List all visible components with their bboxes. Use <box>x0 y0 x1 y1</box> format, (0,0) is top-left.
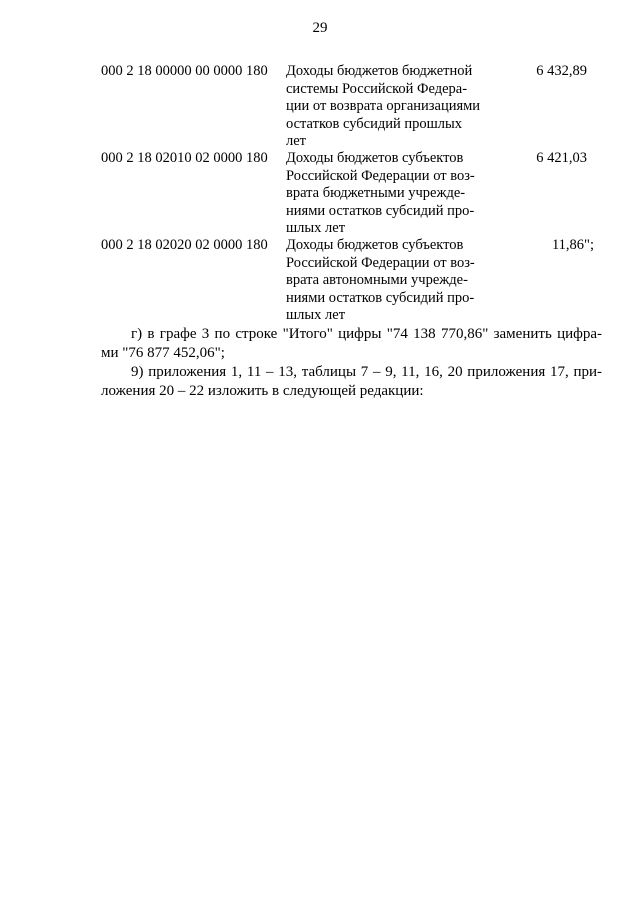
row-description <box>286 150 475 238</box>
row-amount: 6 432,89 <box>536 63 587 79</box>
paragraph-g <box>101 325 602 363</box>
page-number: 29 <box>312 20 328 36</box>
budget-code: 000 2 18 02020 02 0000 180 <box>101 237 268 253</box>
description-line: Доходы бюджетов субъектов <box>286 237 464 253</box>
row-amount: 11,86"; <box>551 237 594 253</box>
description-line: остатков субсидий прошлых <box>286 115 463 132</box>
description-line: шлых лет <box>286 220 346 236</box>
description-line: Доходы бюджетов бюджетной <box>286 63 473 79</box>
row-description <box>286 237 475 325</box>
row-description <box>286 63 480 151</box>
description-line: врата автономными учрежде- <box>286 272 468 288</box>
description-line: Российской Федерации от воз- <box>286 167 475 184</box>
description-line: шлых лет <box>286 307 346 323</box>
paragraph-line: 9) приложения 1, 11 – 13, таблицы 7 – 9, 11, 16, 20 приложения 17, при- <box>131 364 602 380</box>
description-line: ции от возврата организациями <box>286 98 481 114</box>
description-line: ниями остатков субсидий про- <box>286 202 475 219</box>
description-line: лет <box>286 133 307 149</box>
description-line: врата бюджетными учрежде- <box>286 185 466 201</box>
paragraph-line: ложения 20 – 22 изложить в следующей редакции: <box>101 383 424 399</box>
paragraph-line: ми "76 877 452,06"; <box>101 345 225 361</box>
description-line: системы Российской Федера- <box>286 80 468 97</box>
description-line: ниями остатков субсидий про- <box>286 289 475 306</box>
paragraph-line: г) в графе 3 по строке "Итого" цифры "74 138 770,86" заменить цифра- <box>131 326 602 342</box>
description-line: Доходы бюджетов субъектов <box>286 150 464 166</box>
description-line: Российской Федерации от воз- <box>286 254 475 271</box>
budget-code: 000 2 18 00000 00 0000 180 <box>101 63 268 79</box>
row-amount: 6 421,03 <box>536 150 587 166</box>
budget-code: 000 2 18 02010 02 0000 180 <box>101 150 268 166</box>
paragraph-9 <box>101 363 602 401</box>
